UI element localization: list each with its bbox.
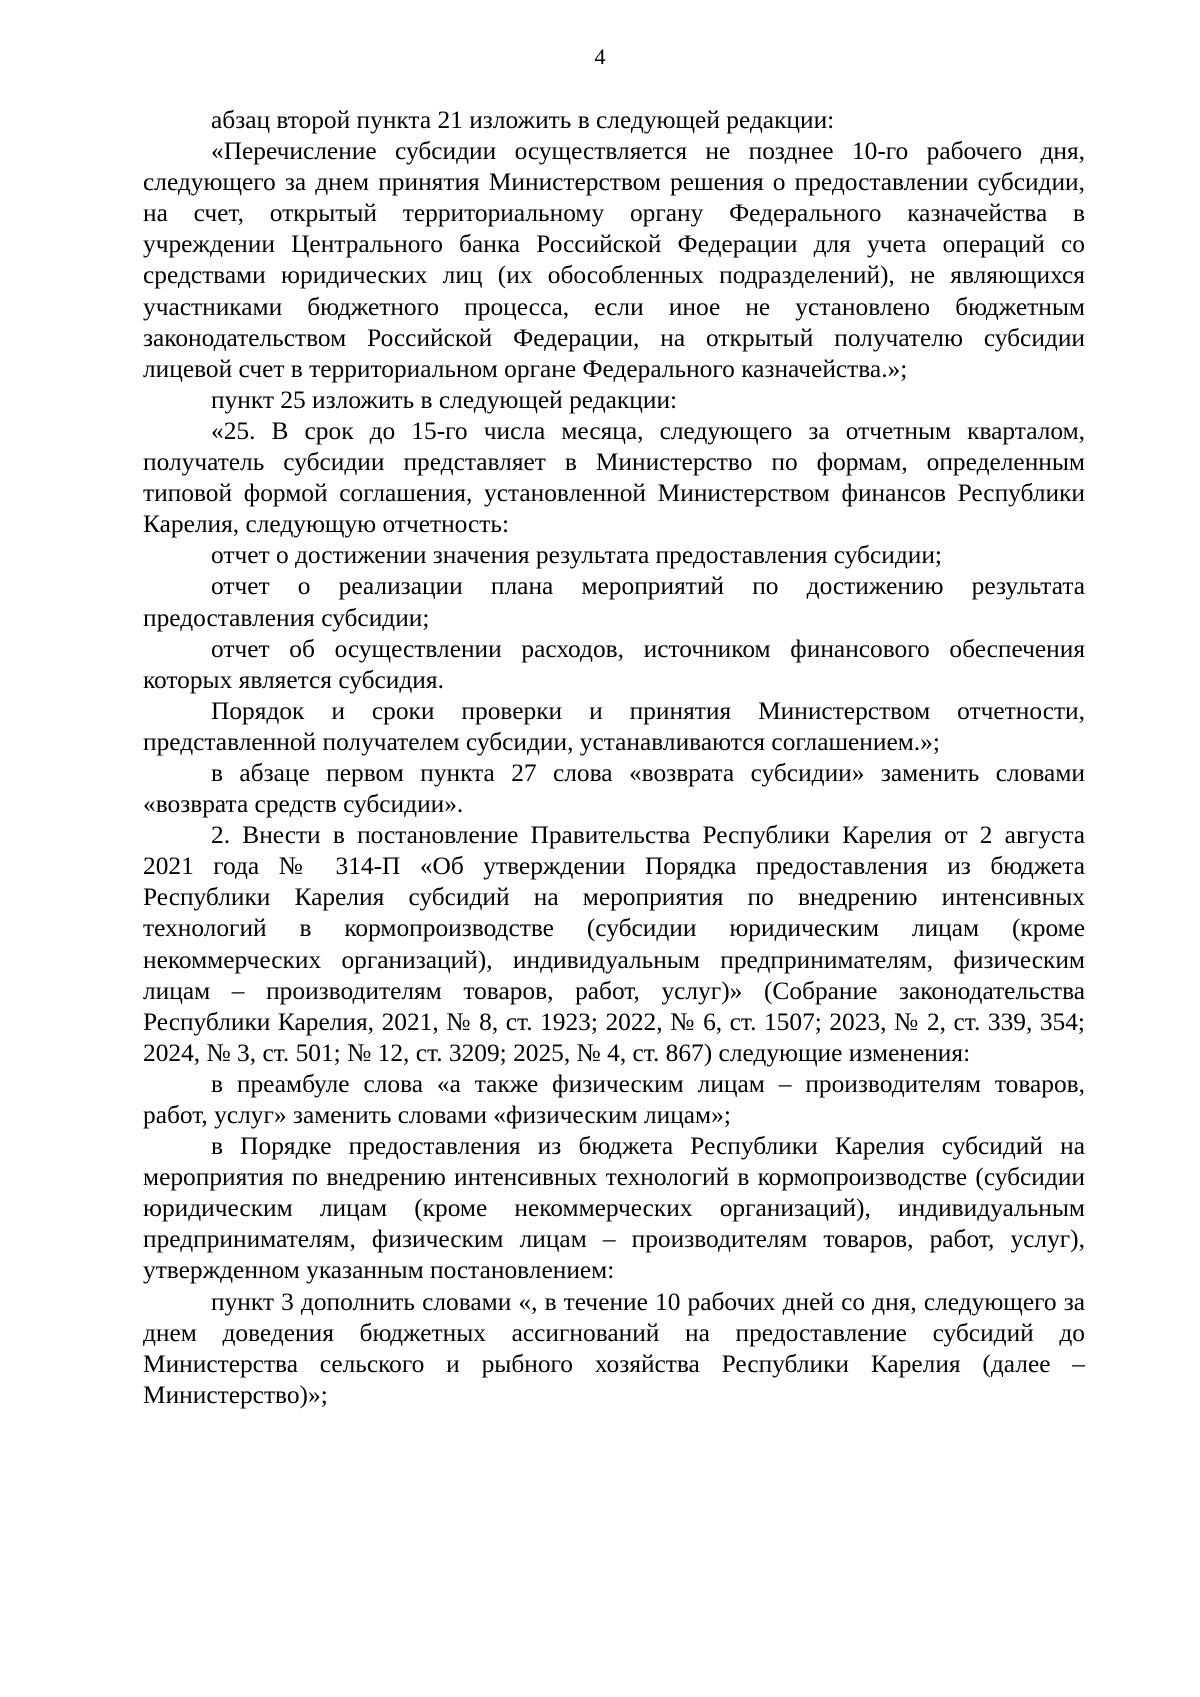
paragraph-8: Порядок и сроки проверки и принятия Министерством отчетности, представленной получателем субсидии, устанавливаются соглашением.»; bbox=[143, 696, 1085, 756]
paragraph-4: «25. В срок до 15-го числа месяца, следующего за отчетным кварталом, получатель субсидии представляет в Министерство по формам, определенным типовой формой соглашения, установленной Министерством финансов Республики Карелия, следующую отчетность: bbox=[143, 416, 1085, 539]
paragraph-11: в преамбуле слова «а также физическим лицам – производителям товаров, работ, услуг» заменить словами «физическим лицам»; bbox=[143, 1069, 1085, 1129]
paragraph-12: в Порядке предоставления из бюджета Республики Карелия субсидий на мероприятия по внедрению интенсивных технологий в кормопроизводстве (субсидии юридическим лицам (кроме некоммерческих организаций), индивидуальным предпринимателям, физическим лицам – производителям товаров, работ, услуг), утвержденном указанным постановлением: bbox=[143, 1132, 1085, 1285]
paragraph-3: пункт 25 изложить в следующей редакции: bbox=[211, 385, 678, 414]
document-body bbox=[143, 105, 1085, 1411]
paragraph-7: отчет об осуществлении расходов, источником финансового обеспечения которых является субсидия. bbox=[143, 634, 1085, 694]
paragraph-13: пункт 3 дополнить словами «, в течение 10 рабочих дней со дня, следующего за днем доведения бюджетных ассигнований на предоставление субсидий до Министерства сельского и рыбного хозяйства Республики Карелия (далее – Министерство)»; bbox=[143, 1287, 1085, 1409]
paragraph-1: абзац второй пункта 21 изложить в следующей редакции: bbox=[211, 106, 835, 134]
page-number: 4 bbox=[594, 44, 606, 69]
paragraph-5: отчет о достижении значения результата предоставления субсидии; bbox=[211, 541, 942, 570]
paragraph-9: в абзаце первом пункта 27 слова «возврата субсидии» заменить словами «возврата средств субсидии». bbox=[143, 758, 1085, 819]
paragraph-6: отчет о реализации плана мероприятий по достижению результата предоставления субсидии; bbox=[143, 572, 1085, 632]
paragraph-2: «Перечисление субсидии осуществляется не позднее 10-го рабочего дня, следующего за днем принятия Министерством решения о предоставлении субсидии, на счет, открытый территориальному органу Федерального казначейства в учреждении Центрального банка Российской Федерации для учета операций со средствами юридических лиц (их обособленных подразделений), не являющихся участниками бюджетного процесса, если иное не установлено бюджетным законодательством Российской Федерации, на открытый получателю субсидии лицевой счет в территориальном органе Федерального казначейства.»; bbox=[143, 137, 1085, 383]
paragraph-10: 2. Внести в постановление Правительства Республики Карелия от 2 августа 2021 года № 314-П «Об утверждении Порядка предоставления из бюджета Республики Карелия субсидий на мероприятия по внедрению интенсивных технологий в кормопроизводстве (субсидии юридическим лицам (кроме некоммерческих организаций), индивидуальным предпринимателям, физическим лицам – производителям товаров, работ, услуг)» (Собрание законодательства Республики Карелия, 2021, № 8, ст. 1923; 2022, № 6, ст. 1507; 2023, № 2, ст. 339, 354; 2024, № 3, ст. 501; № 12, ст. 3209; 2025, № 4, ст. 867) следующие изменения: bbox=[143, 821, 1085, 1067]
